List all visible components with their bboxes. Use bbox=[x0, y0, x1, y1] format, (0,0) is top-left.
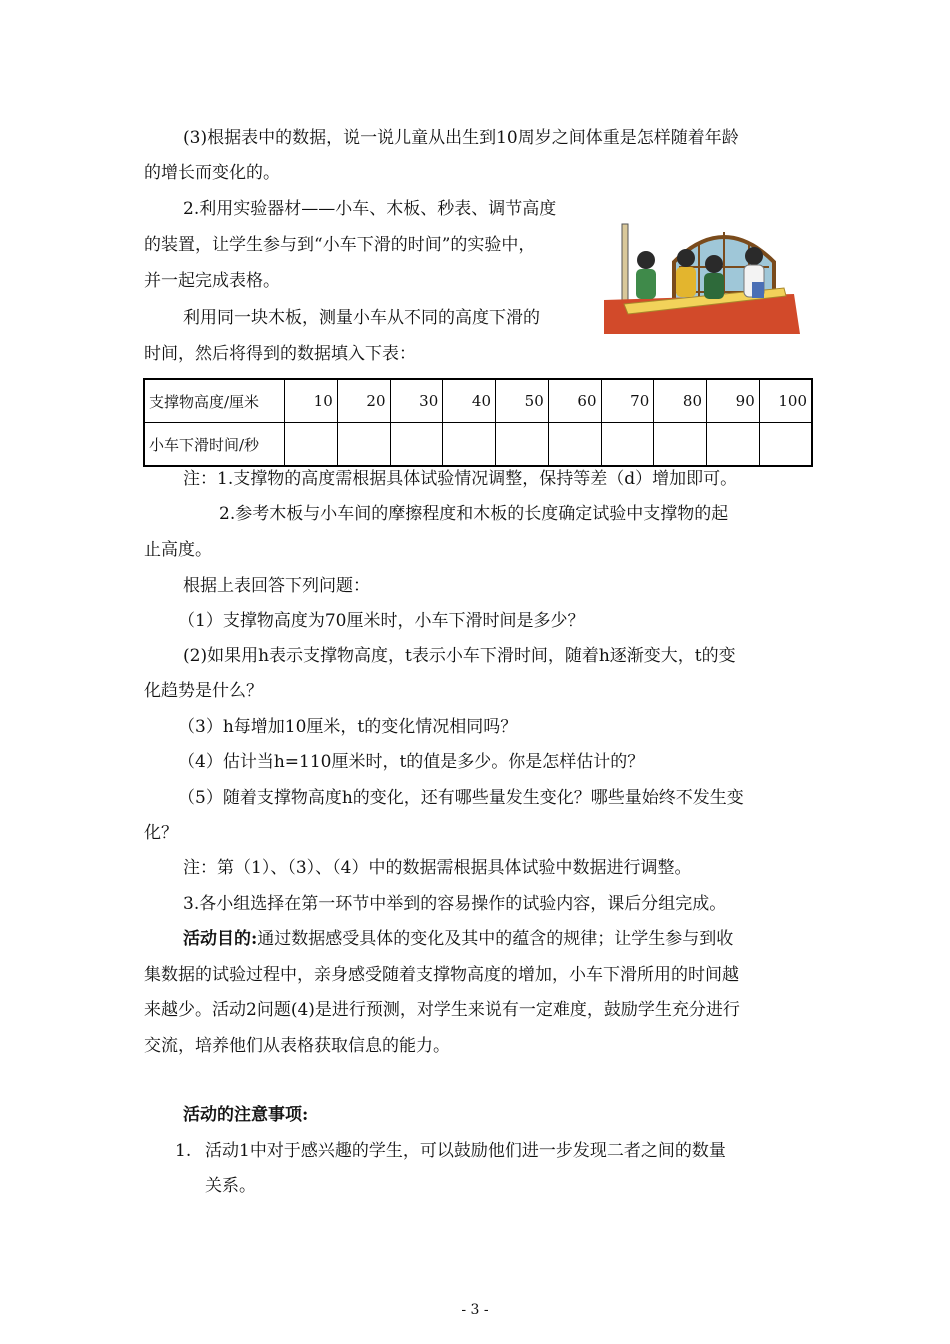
question-5-line1: （5）随着支撑物高度h的变化，还有哪些量发生变化？哪些量始终不发生变 bbox=[178, 788, 744, 808]
measure-line2: 时间，然后将得到的数据填入下表： bbox=[144, 344, 416, 364]
item2-line3: 并一起完成表格。 bbox=[144, 271, 280, 291]
time-cell bbox=[496, 423, 549, 467]
time-cell bbox=[654, 423, 707, 467]
item2-line1: 2.利用实验器材——小车、木板、秒表、调节高度 bbox=[183, 199, 557, 219]
measure-line1: 利用同一块木板，测量小车从不同的高度下滑的 bbox=[183, 308, 540, 328]
height-cell: 90 bbox=[707, 379, 760, 423]
experiment-illustration bbox=[604, 222, 800, 334]
q3-line1: (3)根据表中的数据，说一说儿童从出生到10周岁之间体重是怎样随着年龄 bbox=[183, 128, 739, 148]
height-cell: 60 bbox=[548, 379, 601, 423]
question-2-line2: 化趋势是什么？ bbox=[144, 681, 263, 701]
height-cell: 70 bbox=[601, 379, 654, 423]
height-cell: 10 bbox=[285, 379, 338, 423]
purpose-label: 活动目的: bbox=[183, 929, 258, 949]
item2-line2: 的装置，让学生参与到“小车下滑的时间”的实验中， bbox=[144, 235, 536, 255]
time-cell bbox=[601, 423, 654, 467]
experiment-data-table bbox=[143, 378, 813, 467]
time-cell bbox=[337, 423, 390, 467]
notice-item1-number: 1. bbox=[175, 1141, 192, 1161]
questions-intro: 根据上表回答下列问题： bbox=[183, 576, 370, 596]
height-cell: 40 bbox=[443, 379, 496, 423]
height-cell: 80 bbox=[654, 379, 707, 423]
time-cell bbox=[390, 423, 443, 467]
question-1: （1）支撑物高度为70厘米时，小车下滑时间是多少？ bbox=[178, 611, 585, 631]
time-cell bbox=[285, 423, 338, 467]
question-5-line2: 化？ bbox=[144, 823, 178, 843]
time-cell bbox=[443, 423, 496, 467]
purpose-line4: 交流，培养他们从表格获取信息的能力。 bbox=[144, 1036, 450, 1056]
notice-title: 活动的注意事项: bbox=[183, 1105, 309, 1125]
height-cell: 100 bbox=[759, 379, 812, 423]
page-number: - 3 - bbox=[461, 1302, 489, 1318]
time-row-label: 小车下滑时间/秒 bbox=[144, 423, 285, 467]
height-cell: 30 bbox=[390, 379, 443, 423]
q3-line2: 的增长而变化的。 bbox=[144, 163, 280, 183]
item-3: 3.各小组选择在第一环节中举到的容易操作的试验内容，课后分组完成。 bbox=[183, 894, 727, 914]
table-row bbox=[144, 379, 812, 423]
height-cell: 20 bbox=[337, 379, 390, 423]
note1: 注：1.支撑物的高度需根据具体试验情况调整，保持等差（d）增加即可。 bbox=[183, 469, 738, 489]
question-2-line1: (2)如果用h表示支撑物高度，t表示小车下滑时间，随着h逐渐变大，t的变 bbox=[183, 646, 736, 666]
time-cell bbox=[707, 423, 760, 467]
questions-note: 注：第（1）、（3）、（4）中的数据需根据具体试验中数据进行调整。 bbox=[183, 858, 692, 878]
note2-line2: 止高度。 bbox=[144, 540, 212, 560]
purpose-line2: 集数据的试验过程中，亲身感受随着支撑物高度的增加，小车下滑所用的时间越 bbox=[144, 965, 739, 985]
purpose-text: 通过数据感受具体的变化及其中的蕴含的规律；让学生参与到收 bbox=[257, 929, 734, 949]
height-row-label: 支撑物高度/厘米 bbox=[144, 379, 285, 423]
purpose-line1 bbox=[183, 928, 733, 950]
note2-line1: 2.参考木板与小车间的摩擦程度和木板的长度确定试验中支撑物的起 bbox=[219, 504, 729, 524]
time-cell bbox=[759, 423, 812, 467]
time-cell bbox=[548, 423, 601, 467]
question-3: （3）h每增加10厘米，t的变化情况相同吗？ bbox=[178, 717, 518, 737]
question-4: （4）估计当h=110厘米时，t的值是多少。你是怎样估计的？ bbox=[178, 752, 645, 772]
table-row bbox=[144, 423, 812, 467]
height-cell: 50 bbox=[496, 379, 549, 423]
purpose-line3: 来越少。活动2问题(4)是进行预测，对学生来说有一定难度，鼓励学生充分进行 bbox=[144, 1000, 740, 1020]
notice-item1-line2: 关系。 bbox=[205, 1176, 256, 1196]
notice-item1-line1: 活动1中对于感兴趣的学生，可以鼓励他们进一步发现二者之间的数量 bbox=[205, 1141, 726, 1161]
